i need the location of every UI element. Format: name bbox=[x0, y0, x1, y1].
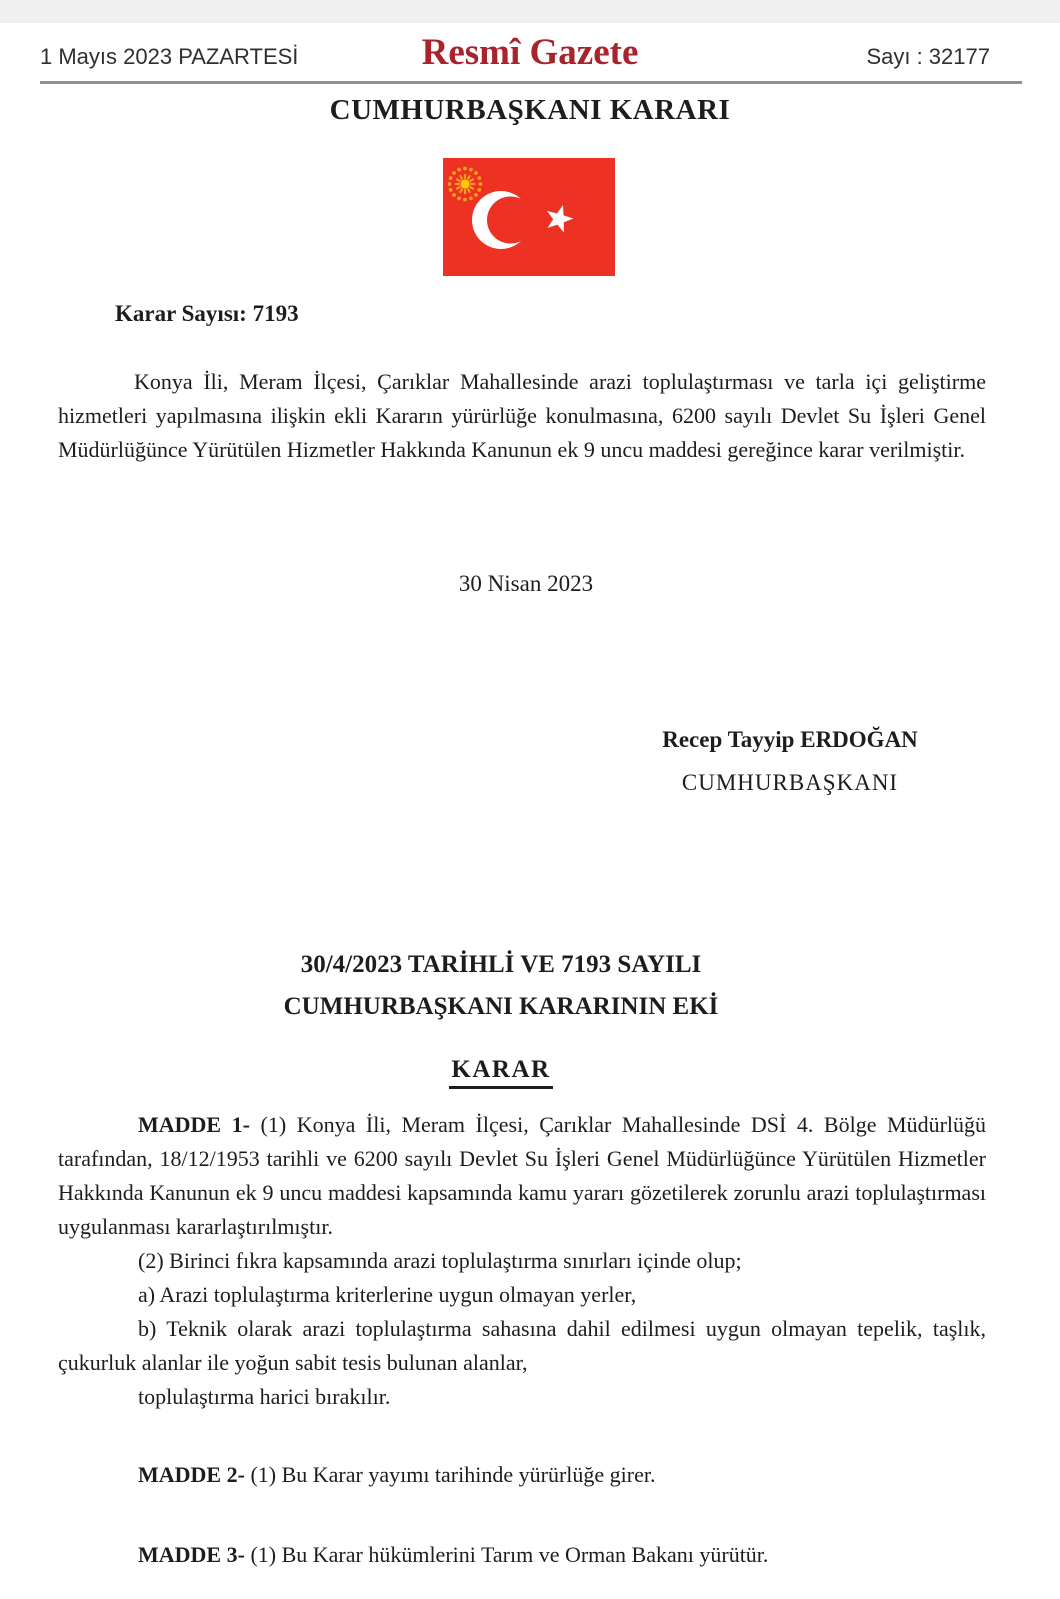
decree-date: 30 Nisan 2023 bbox=[458, 571, 594, 596]
article-2 bbox=[58, 1458, 986, 1492]
signature-name: Recep Tayyip ERDOĞAN bbox=[662, 727, 918, 752]
signature-block bbox=[555, 727, 1025, 796]
signature-title: CUMHURBAŞKANI bbox=[681, 770, 899, 795]
annex-heading: KARAR bbox=[0, 1056, 1002, 1089]
annex-title-line1: 30/4/2023 TARİHLİ VE 7193 SAYILI bbox=[300, 951, 702, 978]
sun-core bbox=[460, 179, 469, 188]
article-1-text: (1) Konya İli, Meram İlçesi, Çarıklar Mahallesinde DSİ 4. Bölge Müdürlüğü tarafından, 18/12/1953 tarihli ve 6200 sayılı Devlet Su İşleri Genel Müdürlüğünce Yürütülen Hizmetler Hakkında Kanunun ek 9 uncu maddesi kapsamında kamu yararı gözetilerek zorunlu arazi toplulaştırması uygulanması kararlaştırılmıştır. bbox=[58, 1112, 987, 1239]
decree-heading: CUMHURBAŞKANI KARARI bbox=[329, 94, 731, 126]
article-1-clause-tail: toplulaştırma harici bırakılır. bbox=[138, 1384, 391, 1409]
annex-title-line2: CUMHURBAŞKANI KARARININ EKİ bbox=[283, 993, 719, 1020]
gazette-issue-number: Sayı : 32177 bbox=[866, 44, 990, 69]
top-gray-strip bbox=[0, 0, 1060, 23]
article-3-text: (1) Bu Karar hükümlerini Tarım ve Orman Bakanı yürütür. bbox=[250, 1542, 769, 1567]
masthead-divider bbox=[40, 81, 1022, 84]
decree-body-paragraph: Konya İli, Meram İlçesi, Çarıklar Mahallesinde arazi toplulaştırması ve tarla içi geliştirme hizmetleri yapılmasına ilişkin ekli Kararın yürürlüğe konulmasına, 6200 sayılı Devlet Su İşleri Genel Müdürlüğünce Yürütülen Hizmetler Hakkında Kanunun ek 9 uncu maddesi gereğince karar verilmiştir. bbox=[58, 369, 986, 462]
annex-body bbox=[58, 1108, 986, 1572]
decree-number: Karar Sayısı: 7193 bbox=[115, 301, 299, 326]
article-1-label: MADDE 1- bbox=[138, 1112, 250, 1137]
article-3 bbox=[58, 1538, 986, 1572]
article-3-label: MADDE 3- bbox=[138, 1542, 245, 1567]
gazette-title: Resmî Gazete bbox=[421, 32, 639, 73]
annex-title bbox=[0, 944, 1002, 1028]
article-1-clause-b: b) Teknik olarak arazi toplulaştırma sahasına dahil edilmesi uygun olmayan tepelik, taşlık, çukurluk alanlar ile yoğun sabit tesis bulunan alanlar, bbox=[58, 1316, 986, 1375]
article-1-clause-2: (2) Birinci fıkra kapsamında arazi toplulaştırma sınırları içinde olup; bbox=[138, 1248, 742, 1273]
article-2-label: MADDE 2- bbox=[138, 1462, 245, 1487]
article-1 bbox=[58, 1108, 986, 1244]
article-1-clause-a: a) Arazi toplulaştırma kriterlerine uygun olmayan yerler, bbox=[138, 1282, 637, 1307]
article-2-text: (1) Bu Karar yayımı tarihinde yürürlüğe girer. bbox=[250, 1462, 656, 1487]
turkish-presidential-flag-icon bbox=[443, 158, 615, 276]
gazette-date: 1 Mayıs 2023 PAZARTESİ bbox=[40, 44, 299, 69]
